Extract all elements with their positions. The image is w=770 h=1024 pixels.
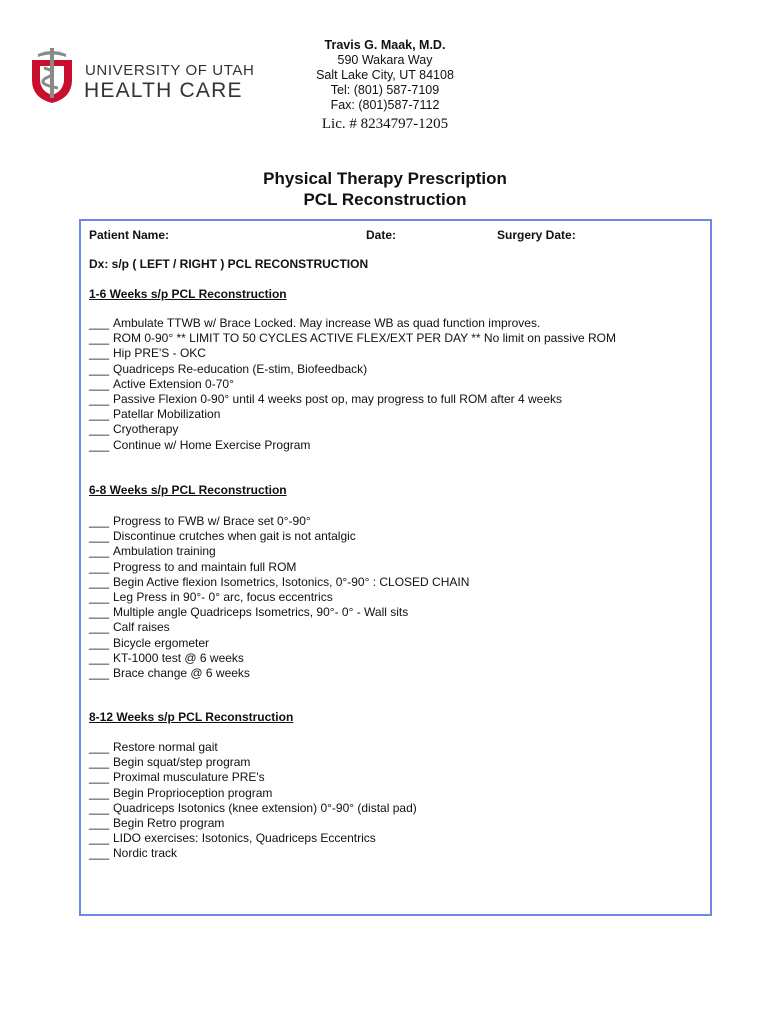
checklist-item-text: KT-1000 test @ 6 weeks bbox=[113, 650, 244, 665]
fax: Fax: (801)587-7112 bbox=[330, 98, 440, 112]
checklist-item bbox=[89, 331, 616, 346]
checklist-item bbox=[89, 514, 469, 529]
checklist-item-text: Begin Active flexion Isometrics, Isotonics, 0°-90° : CLOSED CHAIN bbox=[113, 574, 470, 589]
checklist-item bbox=[89, 316, 616, 331]
checklist-item-text: Passive Flexion 0-90° until 4 weeks post op, may progress to full ROM after 4 weeks bbox=[113, 392, 562, 407]
checklist-item-text: Continue w/ Home Exercise Program bbox=[113, 437, 311, 452]
checklist-item bbox=[89, 605, 469, 620]
checklist-item-text: Brace change @ 6 weeks bbox=[113, 666, 250, 681]
checklist-item bbox=[89, 438, 616, 453]
checkbox-blank[interactable]: ___ bbox=[89, 361, 110, 376]
checkbox-blank[interactable]: ___ bbox=[89, 422, 110, 437]
title-line-1: Physical Therapy Prescription bbox=[263, 169, 507, 188]
telephone: Tel: (801) 587-7109 bbox=[330, 83, 440, 97]
checkbox-blank[interactable]: ___ bbox=[89, 650, 110, 665]
checklist-item-text: Bicycle ergometer bbox=[113, 635, 210, 650]
checklist-item bbox=[89, 362, 616, 377]
checkbox-blank[interactable]: ___ bbox=[89, 800, 110, 815]
title-line-2: PCL Reconstruction bbox=[303, 190, 467, 209]
checklist-1-6-weeks bbox=[89, 316, 616, 453]
checkbox-blank[interactable]: ___ bbox=[89, 437, 110, 452]
checkbox-blank[interactable]: ___ bbox=[89, 785, 110, 800]
physician-info bbox=[285, 38, 485, 134]
checklist-item bbox=[89, 636, 469, 651]
checklist-item bbox=[89, 740, 417, 755]
section-heading-1-6-weeks: 1-6 Weeks s/p PCL Reconstruction bbox=[89, 287, 287, 301]
checklist-item bbox=[89, 786, 417, 801]
checklist-item bbox=[89, 529, 469, 544]
checklist-item bbox=[89, 651, 469, 666]
section-heading-6-8-weeks: 6-8 Weeks s/p PCL Reconstruction bbox=[89, 483, 287, 497]
checklist-item bbox=[89, 392, 616, 407]
logo-university-text: UNIVERSITY OF UTAH bbox=[85, 62, 255, 79]
checklist-item bbox=[89, 590, 469, 605]
checkbox-blank[interactable]: ___ bbox=[89, 666, 110, 681]
checklist-item bbox=[89, 770, 417, 785]
checklist-6-8-weeks bbox=[89, 514, 469, 681]
checkbox-blank[interactable]: ___ bbox=[89, 770, 110, 785]
checkbox-blank[interactable]: ___ bbox=[89, 740, 110, 754]
diagnosis-line: Dx: s/p ( LEFT / RIGHT ) PCL RECONSTRUCTION bbox=[89, 257, 369, 271]
checklist-item bbox=[89, 831, 417, 846]
checkbox-blank[interactable]: ___ bbox=[89, 544, 110, 559]
checkbox-blank[interactable]: ___ bbox=[89, 635, 110, 650]
checklist-item bbox=[89, 755, 417, 770]
checkbox-blank[interactable]: ___ bbox=[89, 831, 110, 846]
checklist-item bbox=[89, 377, 616, 392]
checklist-item bbox=[89, 346, 616, 361]
checklist-item-text: Ambulation training bbox=[113, 544, 216, 559]
checklist-item bbox=[89, 846, 417, 861]
university-logo bbox=[28, 46, 255, 108]
checkbox-blank[interactable]: ___ bbox=[89, 620, 110, 635]
checkbox-blank[interactable]: ___ bbox=[89, 316, 110, 330]
checklist-item bbox=[89, 801, 417, 816]
patient-name-label: Patient Name: bbox=[89, 228, 170, 242]
checklist-item-text: Ambulate TTWB w/ Brace Locked. May increase WB as quad function improves. bbox=[113, 316, 541, 330]
checklist-item-text: Leg Press in 90°- 0° arc, focus eccentrics bbox=[113, 590, 333, 605]
checklist-item-text: LIDO exercises: Isotonics, Quadriceps Eccentrics bbox=[113, 831, 376, 846]
checkbox-blank[interactable]: ___ bbox=[89, 846, 110, 861]
checklist-item-text: Progress to FWB w/ Brace set 0°-90° bbox=[113, 514, 311, 528]
checklist-item-text: Cryotherapy bbox=[113, 422, 179, 437]
checklist-item-text: Progress to and maintain full ROM bbox=[113, 559, 297, 574]
checklist-item-text: Hip PRE'S - OKC bbox=[113, 346, 206, 361]
checklist-item-text: Nordic track bbox=[113, 846, 178, 861]
checklist-item bbox=[89, 816, 417, 831]
physician-name: Travis G. Maak, M.D. bbox=[324, 38, 446, 52]
page-title bbox=[0, 168, 770, 210]
checklist-item bbox=[89, 575, 469, 590]
checkbox-blank[interactable]: ___ bbox=[89, 574, 110, 589]
checklist-item-text: Begin Proprioception program bbox=[113, 785, 273, 800]
checklist-item-text: Proximal musculature PRE's bbox=[113, 770, 265, 785]
checkbox-blank[interactable]: ___ bbox=[89, 755, 110, 770]
surgery-date-label: Surgery Date: bbox=[497, 228, 576, 242]
checklist-item bbox=[89, 620, 469, 635]
checklist-item bbox=[89, 544, 469, 559]
checklist-item-text: Discontinue crutches when gait is not antalgic bbox=[113, 529, 356, 544]
checklist-item-text: Quadriceps Re-education (E-stim, Biofeedback) bbox=[113, 361, 368, 376]
checkbox-blank[interactable]: ___ bbox=[89, 559, 110, 574]
license-number: Lic. # 8234797-1205 bbox=[321, 116, 449, 132]
section-heading-8-12-weeks: 8-12 Weeks s/p PCL Reconstruction bbox=[89, 710, 294, 724]
caduceus-shield-icon bbox=[28, 46, 76, 104]
checkbox-blank[interactable]: ___ bbox=[89, 392, 110, 407]
checklist-item bbox=[89, 422, 616, 437]
checklist-item bbox=[89, 560, 469, 575]
checklist-item-text: Begin squat/step program bbox=[113, 755, 251, 770]
logo-health-care-text: HEALTH CARE bbox=[84, 79, 243, 102]
checklist-item-text: Restore normal gait bbox=[113, 740, 218, 754]
checklist-item bbox=[89, 407, 616, 422]
checklist-8-12-weeks bbox=[89, 740, 417, 862]
checkbox-blank[interactable]: ___ bbox=[89, 590, 110, 605]
checklist-item-text: Multiple angle Quadriceps Isometrics, 90°- 0° - Wall sits bbox=[113, 605, 409, 620]
checklist-item-text: Patellar Mobilization bbox=[113, 407, 221, 422]
checkbox-blank[interactable]: ___ bbox=[89, 514, 110, 528]
address-line-2: Salt Lake City, UT 84108 bbox=[316, 68, 454, 82]
address-line-1: 590 Wakara Way bbox=[337, 53, 433, 67]
date-label: Date: bbox=[366, 228, 397, 242]
checkbox-blank[interactable]: ___ bbox=[89, 529, 110, 544]
checklist-item-text: ROM 0-90° ** LIMIT TO 50 CYCLES ACTIVE FLEX/EXT PER DAY ** No limit on passive ROM bbox=[113, 331, 616, 346]
checkbox-blank[interactable]: ___ bbox=[89, 605, 110, 620]
checkbox-blank[interactable]: ___ bbox=[89, 407, 110, 422]
checklist-item-text: Calf raises bbox=[113, 620, 170, 635]
checklist-item-text: Active Extension 0-70° bbox=[113, 376, 234, 391]
checklist-item-text: Quadriceps Isotonics (knee extension) 0°-90° (distal pad) bbox=[113, 800, 417, 815]
checkbox-blank[interactable]: ___ bbox=[89, 376, 110, 391]
checkbox-blank[interactable]: ___ bbox=[89, 346, 110, 361]
checklist-item bbox=[89, 666, 469, 681]
checkbox-blank[interactable]: ___ bbox=[89, 331, 110, 346]
checklist-item-text: Begin Retro program bbox=[113, 816, 225, 831]
checkbox-blank[interactable]: ___ bbox=[89, 816, 110, 831]
